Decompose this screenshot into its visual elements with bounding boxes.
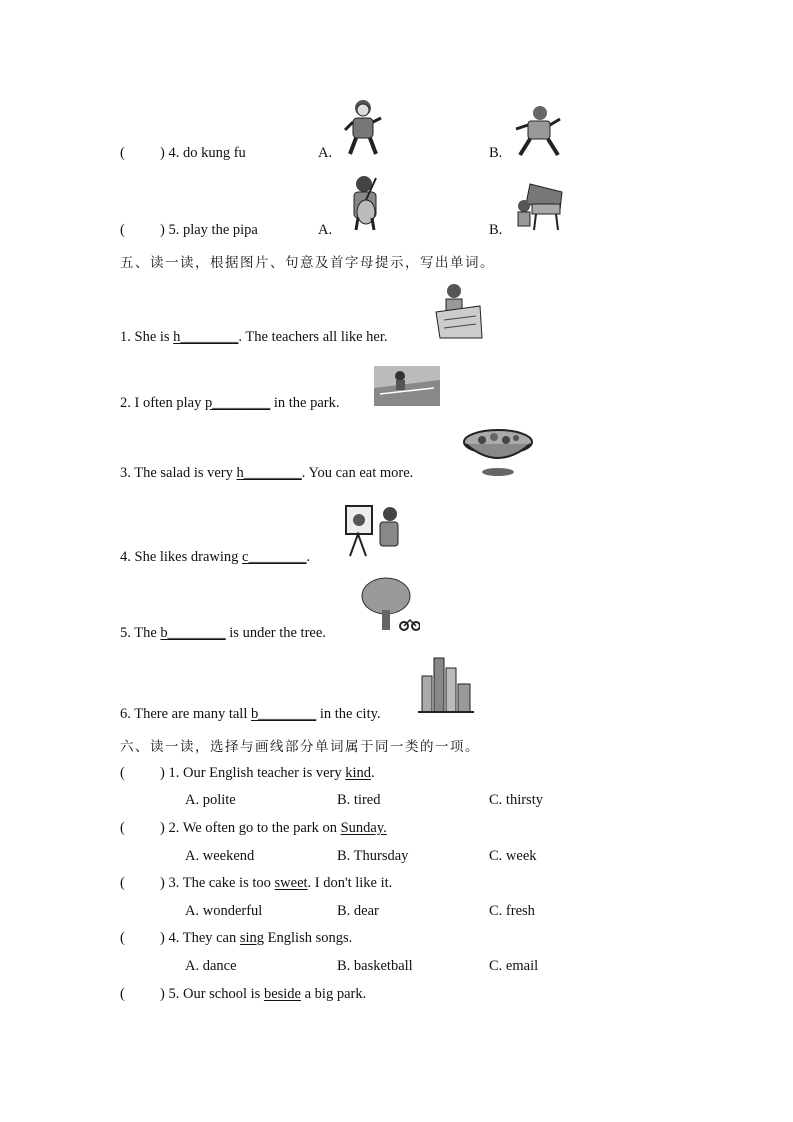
option-b[interactable]: B. dear [337, 903, 379, 919]
option-c[interactable]: C. fresh [489, 903, 535, 919]
answer-paren-open[interactable]: ( [120, 820, 125, 836]
question-text: 5. Our school is [168, 986, 264, 1002]
option-c[interactable]: C. thirsty [489, 792, 543, 808]
fill-item-3 [120, 465, 413, 482]
sentence-end: in the park. [270, 395, 340, 411]
question-text: 1. Our English teacher is very [168, 765, 346, 781]
answer-paren-open[interactable]: ( [120, 222, 125, 238]
sentence-start: 1. She is [120, 329, 174, 345]
option-c[interactable]: C. email [489, 958, 539, 974]
answer-blank[interactable]: p________ [204, 395, 271, 411]
section-5-heading: 五、读一读，根据图片、句意及首字母提示，写出单词。 [120, 255, 495, 271]
question-text: 3. The cake is too [168, 875, 275, 891]
option-b[interactable]: B. Thursday [337, 848, 409, 864]
question-text: 5. play the pipa [168, 222, 258, 238]
underlined-word: kind [345, 765, 372, 781]
option-b-label[interactable]: B. [489, 222, 503, 238]
piano-player-b-image[interactable] [512, 180, 566, 234]
sentence-end: is under the tree. [225, 625, 326, 641]
answer-blank[interactable]: b________ [160, 625, 226, 641]
salad-bowl-image [462, 428, 534, 478]
sentence-end: . The teachers all like her. [238, 329, 388, 345]
girl-helping-image [432, 282, 484, 340]
option-a-label[interactable]: A. [318, 222, 333, 238]
s4-question-4 [120, 145, 246, 162]
answer-paren-open[interactable]: ( [120, 765, 125, 781]
fill-item-6 [120, 706, 381, 723]
choice-question-3 [120, 875, 392, 892]
sentence-start: 2. I often play [120, 395, 205, 411]
question-text-end: . [371, 765, 375, 781]
choice-question-2 [120, 820, 387, 837]
question-text-end: . I don't like it. [307, 875, 393, 891]
answer-paren-close: ) [160, 765, 165, 781]
answer-paren-open[interactable]: ( [120, 145, 125, 161]
fill-item-1 [120, 329, 388, 346]
sentence-end: . You can eat more. [301, 465, 414, 481]
option-a[interactable]: A. weekend [185, 848, 255, 864]
question-text: 2. We often go to the park on [168, 820, 341, 836]
answer-paren-open[interactable]: ( [120, 930, 125, 946]
option-b[interactable]: B. basketball [337, 958, 413, 974]
answer-paren-close: ) [160, 145, 165, 161]
question-text-end: English songs. [264, 930, 353, 946]
choice-question-4 [120, 930, 352, 947]
option-a[interactable]: A. dance [185, 958, 237, 974]
question-text: 4. They can [168, 930, 240, 946]
sentence-start: 5. The [120, 625, 161, 641]
option-a-label[interactable]: A. [318, 145, 333, 161]
option-c[interactable]: C. week [489, 848, 537, 864]
kungfu-boy-b-image[interactable] [512, 103, 564, 159]
choice-question-1 [120, 765, 375, 782]
question-text-end: a big park. [300, 986, 367, 1002]
option-b-label[interactable]: B. [489, 145, 503, 161]
underlined-word: sweet [274, 875, 308, 891]
tree-bike-image [360, 576, 420, 632]
option-a[interactable]: A. wonderful [185, 903, 263, 919]
underlined-word: beside [263, 986, 301, 1002]
sentence-end: in the city. [316, 706, 381, 722]
sentence-start: 6. There are many tall [120, 706, 251, 722]
question-text: 4. do kung fu [168, 145, 246, 161]
answer-paren-close: ) [160, 820, 165, 836]
answer-blank[interactable]: c________ [242, 549, 307, 565]
choice-question-5 [120, 986, 366, 1003]
underlined-word: sing [239, 930, 265, 946]
answer-blank[interactable]: h________ [236, 465, 302, 481]
sentence-end: . [306, 549, 311, 565]
answer-paren-open[interactable]: ( [120, 875, 125, 891]
ping-pong-image [374, 366, 440, 406]
option-a[interactable]: A. polite [185, 792, 236, 808]
sentence-start: 4. She likes drawing [120, 549, 243, 565]
option-b[interactable]: B. tired [337, 792, 381, 808]
pipa-player-a-image[interactable] [344, 174, 388, 232]
s4-question-5 [120, 222, 258, 239]
tall-buildings-image [418, 654, 474, 714]
answer-paren-close: ) [160, 222, 165, 238]
fill-item-5 [120, 625, 326, 642]
section-6-heading: 六、读一读，选择与画线部分单词属于同一类的一项。 [120, 739, 480, 755]
answer-paren-open[interactable]: ( [120, 986, 125, 1002]
answer-paren-close: ) [160, 875, 165, 891]
underlined-word: Sunday. [340, 820, 387, 836]
fill-item-2 [120, 395, 339, 412]
girl-painting-image [340, 500, 404, 558]
answer-blank[interactable]: b________ [250, 706, 317, 722]
fill-item-4 [120, 549, 310, 566]
answer-blank[interactable]: h________ [173, 329, 239, 345]
answer-paren-close: ) [160, 986, 165, 1002]
sentence-start: 3. The salad is very [120, 465, 237, 481]
answer-paren-close: ) [160, 930, 165, 946]
kungfu-boy-a-image[interactable] [340, 96, 386, 160]
